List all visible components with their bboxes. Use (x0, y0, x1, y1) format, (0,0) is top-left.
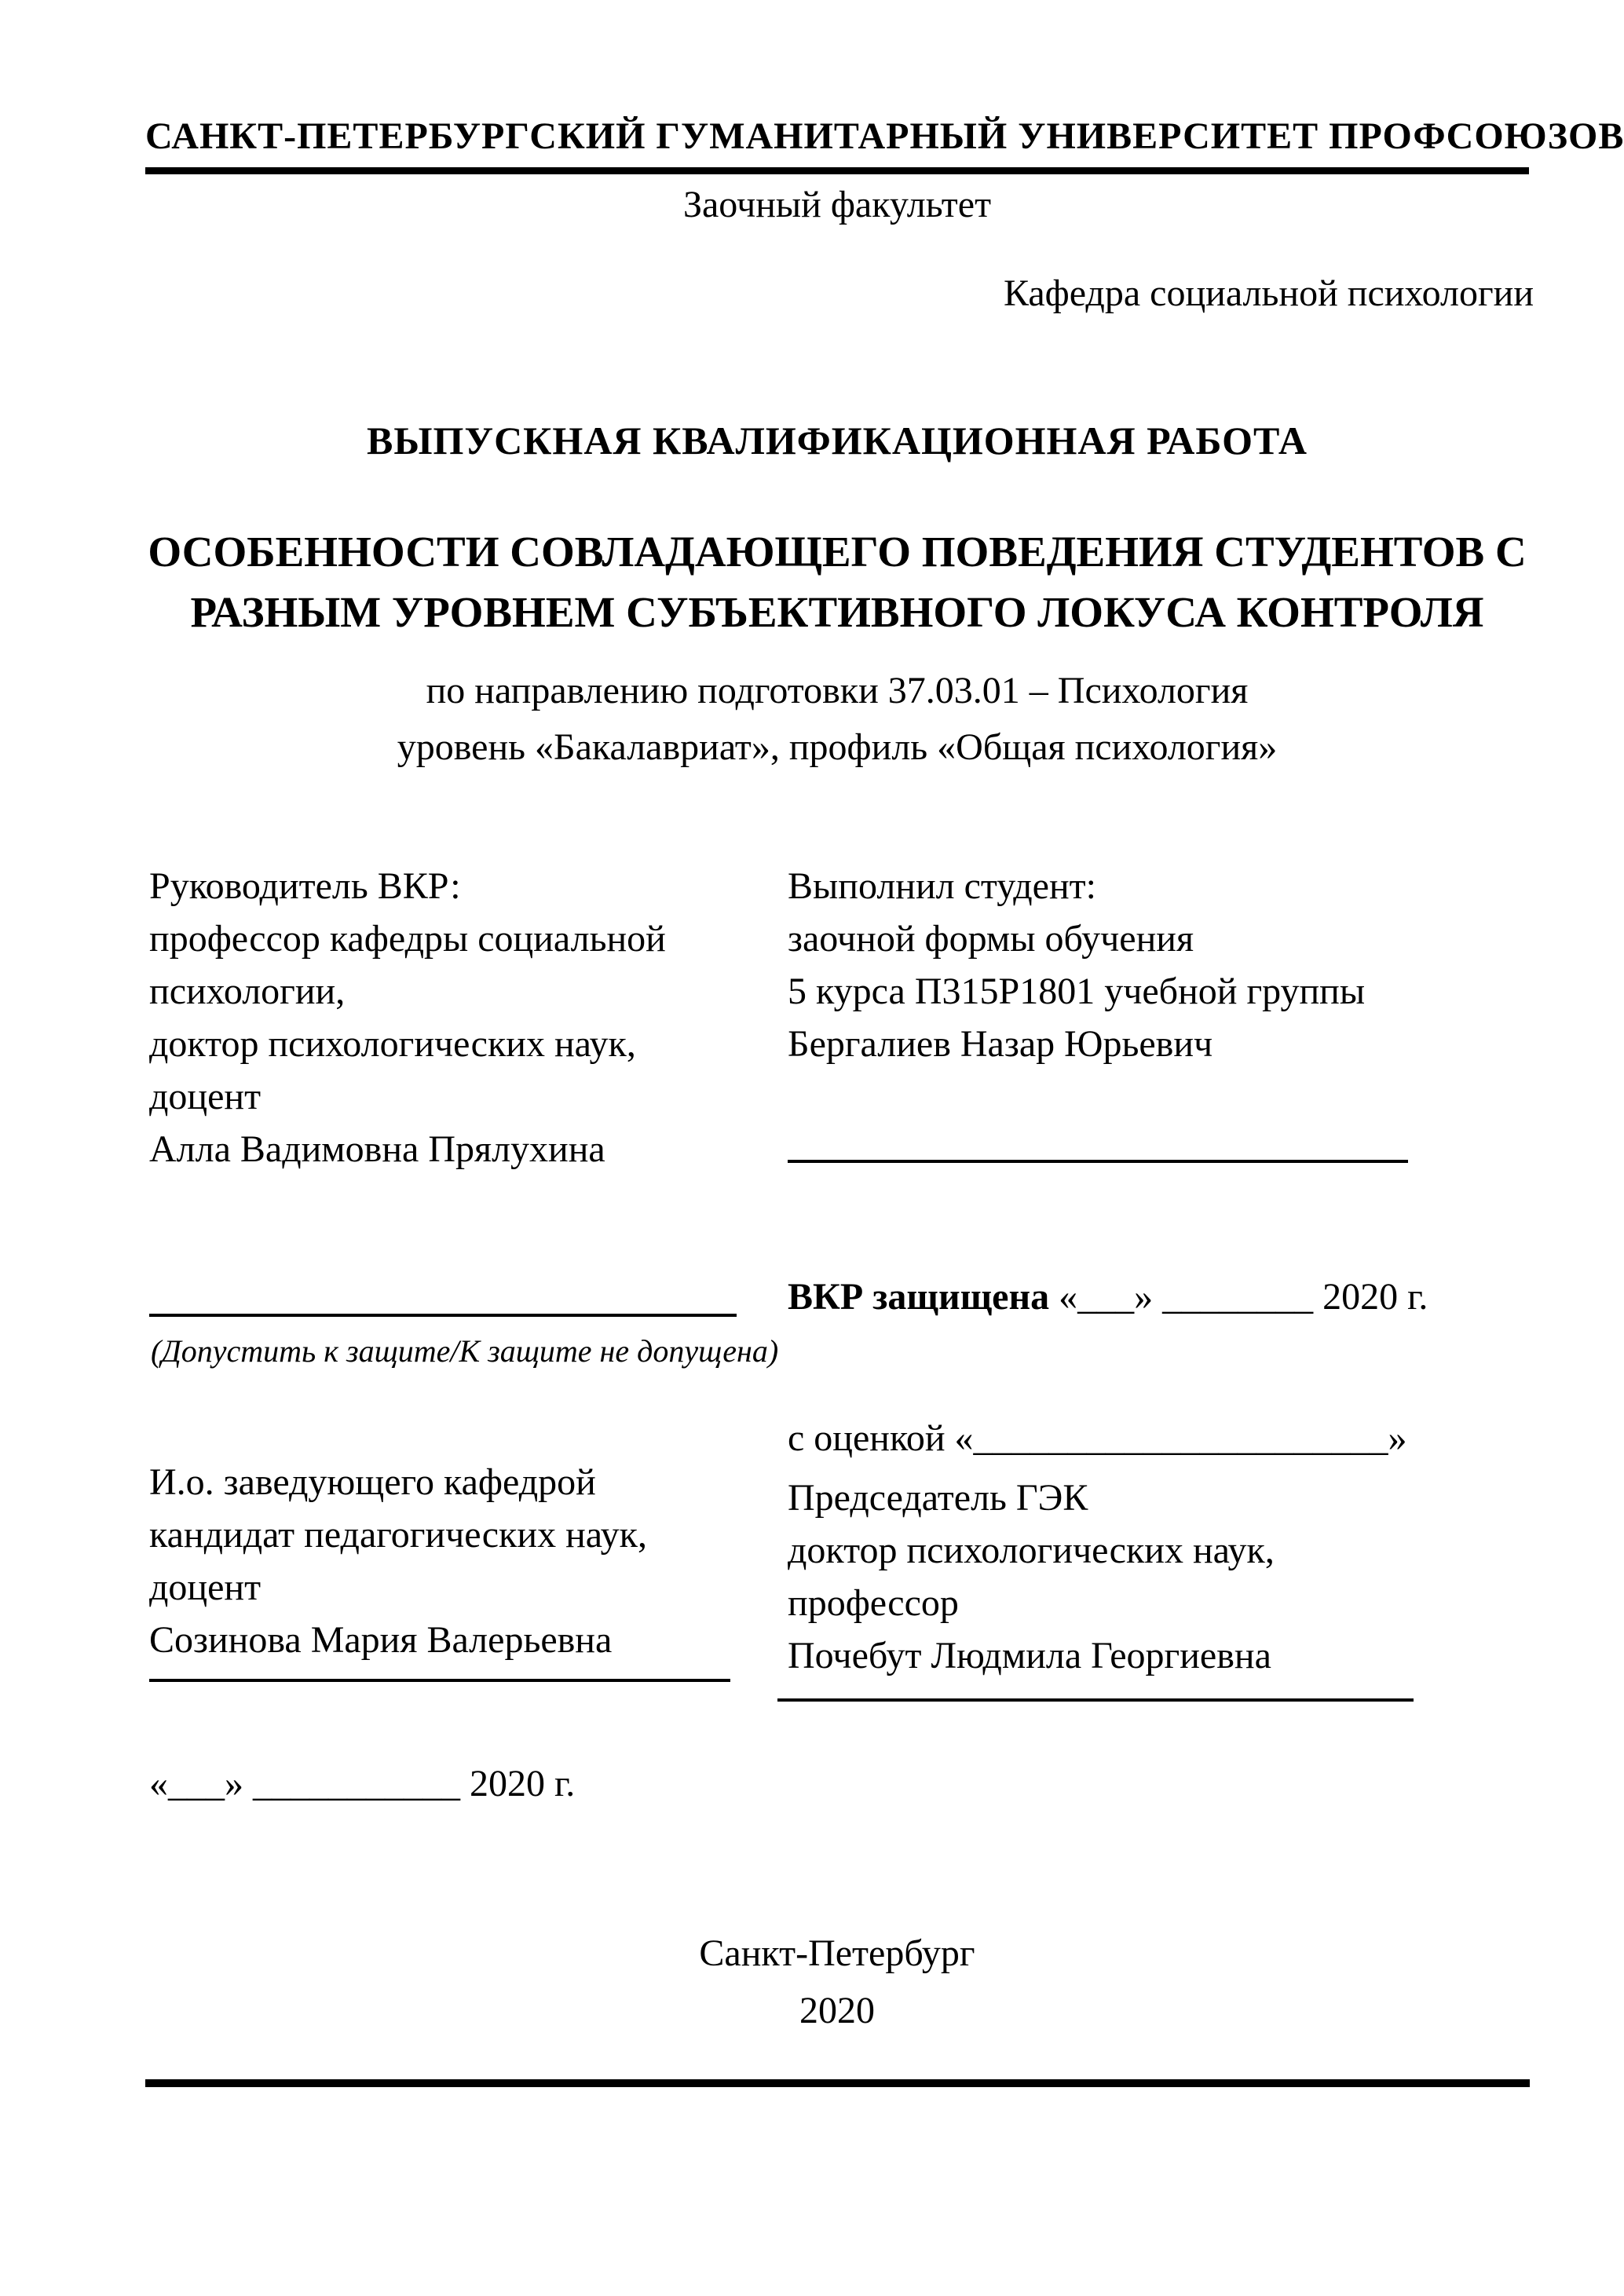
chair-signature-line (777, 1698, 1414, 1702)
thesis-topic (145, 521, 1529, 642)
university-name: САНКТ-ПЕТЕРБУРГСКИЙ ГУМАНИТАРНЫЙ УНИВЕРСИТЕТ ПРОФСОЮЗОВ (145, 115, 1624, 157)
footer-city: Санкт-Петербург (699, 1932, 975, 1974)
head-signature-line (149, 1679, 730, 1682)
bottom-divider-rule (145, 2079, 1530, 2087)
head-name: Созинова Мария Валерьевна (149, 1619, 613, 1661)
chair-rank: профессор (788, 1582, 959, 1624)
supervisor-degree: доктор психологических наук, (149, 1023, 636, 1065)
admission-date-line: «___» ___________ 2020 г. (149, 1763, 576, 1804)
defense-date-blanks: «___» ________ 2020 г. (1049, 1276, 1428, 1318)
admission-signature-line (149, 1314, 737, 1317)
thesis-topic-line1: ОСОБЕННОСТИ СОВЛАДАЮЩЕГО ПОВЕДЕНИЯ СТУДЕНТОВ С (148, 528, 1527, 576)
work-type-heading: ВЫПУСКНАЯ КВАЛИФИКАЦИОННАЯ РАБОТА (367, 419, 1308, 462)
grade-line: с оценкой «______________________» (788, 1417, 1407, 1459)
supervisor-position: профессор кафедры социальной (149, 918, 666, 960)
supervisor-rank: доцент (149, 1076, 262, 1117)
top-divider-rule (145, 167, 1529, 174)
chair-label: Председатель ГЭК (788, 1477, 1088, 1519)
footer-year: 2020 (799, 1990, 875, 2031)
student-name: Бергалиев Назар Юрьевич (788, 1023, 1213, 1065)
student-block (788, 860, 1365, 1070)
chair-degree: доктор психологических наук, (788, 1530, 1275, 1571)
department-head-block (149, 1456, 647, 1666)
head-position: И.о. заведующего кафедрой (149, 1461, 596, 1503)
supervisor-name: Алла Вадимовна Прялухина (149, 1128, 605, 1170)
committee-chair-block (788, 1472, 1275, 1682)
study-direction: по направлению подготовки 37.03.01 – Психология (426, 670, 1249, 711)
defense-date-label: ВКР защищена (788, 1276, 1050, 1318)
study-level-profile: уровень «Бакалавриат», профиль «Общая психология» (397, 726, 1278, 768)
student-form: заочной формы обучения (788, 918, 1194, 960)
supervisor-position-cont: психологии, (149, 971, 346, 1012)
supervisor-block (149, 860, 666, 1175)
admission-note: (Допустить к защите/К защите не допущена) (151, 1333, 779, 1369)
head-rank: доцент (149, 1567, 262, 1608)
chair-name: Почебут Людмила Георгиевна (788, 1635, 1271, 1676)
department-name: Кафедра социальной психологии (1003, 272, 1534, 314)
faculty-name: Заочный факультет (682, 184, 992, 225)
student-label: Выполнил студент: (788, 865, 1096, 907)
defense-date-line (788, 1270, 1428, 1323)
supervisor-label: Руководитель ВКР: (149, 865, 461, 907)
thesis-topic-line2: РАЗНЫМ УРОВНЕМ СУБЪЕКТИВНОГО ЛОКУСА КОНТРОЛЯ (190, 588, 1484, 636)
student-group: 5 курса П315Р1801 учебной группы (788, 971, 1366, 1012)
student-signature-line (788, 1160, 1408, 1163)
head-degree: кандидат педагогических наук, (149, 1514, 647, 1556)
